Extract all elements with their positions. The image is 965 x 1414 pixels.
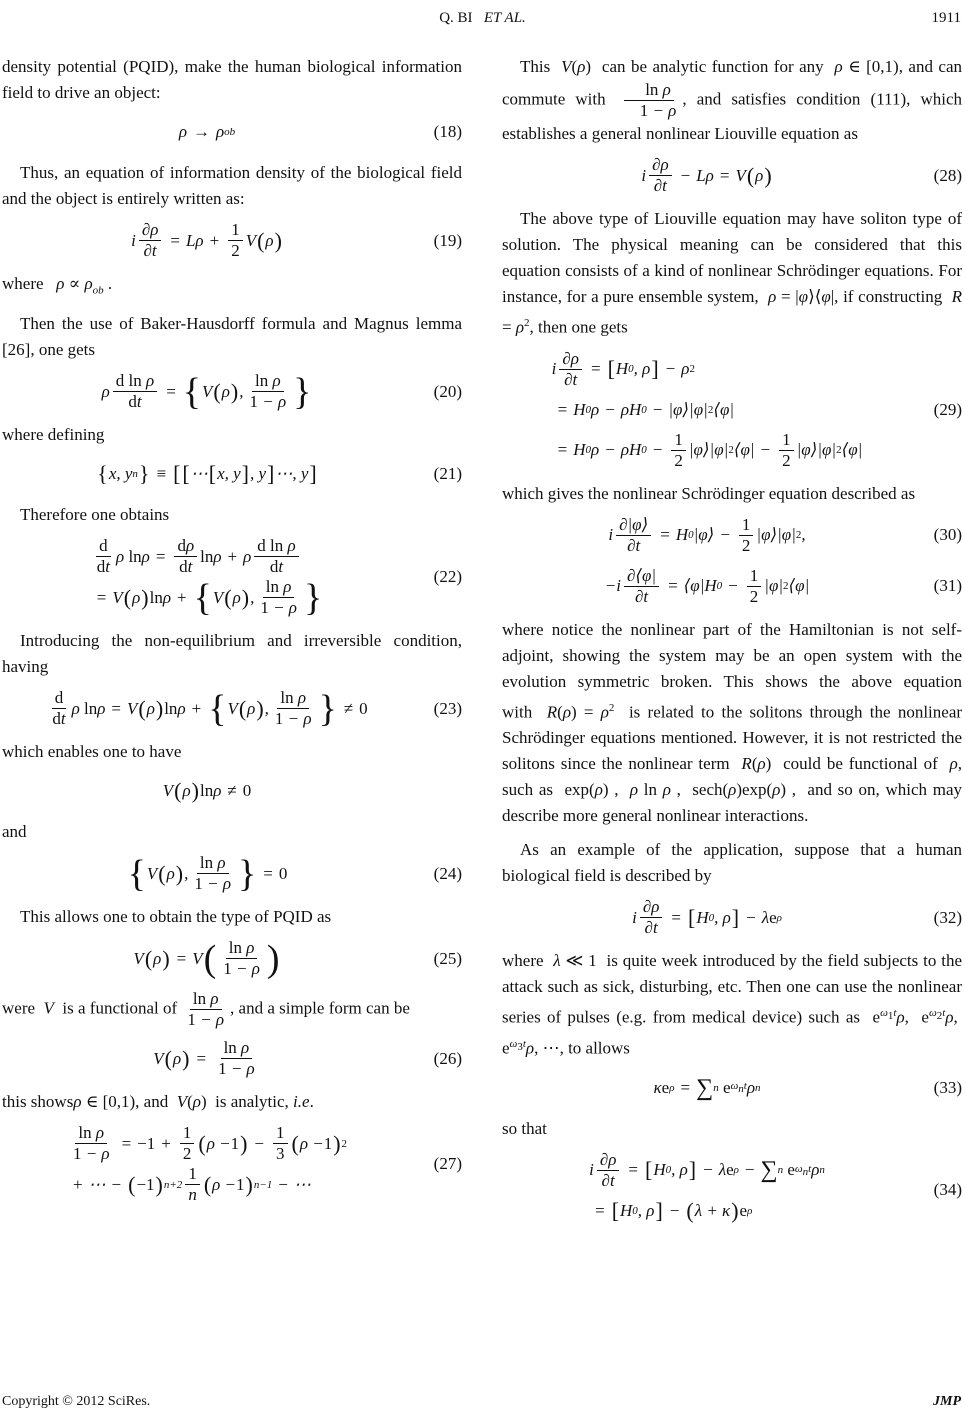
equation-number: (33) (933, 1077, 962, 1097)
equation-number: (27) (433, 1154, 462, 1174)
paragraph: were V is a functional of $\frac{\text{ln ρ}}{1 - \rho}$ , and a simple form can be (2, 989, 410, 1030)
equation-26: V ( ρ ) = $\frac{\text{ln ρ}}{1 - \rho}$ (26) (153, 1038, 462, 1079)
equation-32: i $\frac{\partial\rho}{\partial t}$ = [ H 0 , ρ ] − λ e ρ (32) (632, 897, 962, 938)
paragraph: Introducing the non-equilibrium and irreversible condition, having (2, 631, 462, 677)
equation-unnumbered: V ( ρ ) ln ρ ≠ 0 (162, 778, 252, 804)
text-run: could be functional of (783, 754, 938, 774)
text-run: This (520, 57, 551, 76)
equation-number: (31) (933, 576, 962, 596)
page-header (0, 8, 965, 32)
et-al: ET AL. (483, 10, 526, 26)
text-run: this shows (2, 1092, 74, 1112)
paragraph: and (2, 822, 27, 842)
running-head (0, 10, 965, 27)
equation-number: (18) (433, 122, 462, 141)
left-column (2, 54, 462, 1215)
equation-34: i $\frac{\partial\rho}{\partial t}$ = [ H 0 , ρ ] − λ e ρ − ∑ n e $\omega_nt$ ρ n = [ H 0 , ρ ] − ( λ + κ ) e ρ (34) (589, 1149, 962, 1223)
text-run: is related to the solitons through the nonlinear Schrödinger equations mentioned. However, it is not restricted the solitons since the nonlinear term (502, 702, 963, 774)
text-run: can be analytic function for any (601, 57, 824, 76)
paragraph: Therefore one obtains (20, 505, 170, 525)
paragraph: where defining (2, 425, 105, 445)
text-run: , and (135, 1092, 169, 1112)
right-column (502, 54, 962, 1241)
equation-number: (22) (433, 567, 462, 587)
equation-28: i $\frac{\partial\rho}{\partial t}$ − Lρ = V ( ρ ) (28) (641, 155, 962, 195)
paragraph: As an example of the application, suppose that a human biological field is described by (502, 840, 962, 886)
paragraph: density potential (PQID), make the human biological information field to drive an object: (2, 57, 462, 102)
paragraph: this showsρ ∈ [0,1), and V(ρ) is analytic, i.e. (2, 1092, 314, 1112)
equation-number: (28) (933, 165, 962, 185)
equation-number: (25) (433, 948, 462, 968)
equation-33: κ e ρ = ∑ n e $\omega_nt$ ρ n (33) (653, 1074, 962, 1101)
equation-number: (29) (933, 399, 962, 419)
equation-30: i $\frac{\partial|\varphi⟩}{\partial t}$ = H 0 |φ⟩ − $\frac{1}{2}$ |φ⟩|φ| 2 , (30) (608, 514, 962, 555)
equation-number: (30) (933, 525, 962, 545)
paragraph: which enables one to have (2, 742, 182, 762)
text-run: where (502, 951, 544, 971)
text-run: were (2, 998, 36, 1018)
paragraph: This V(ρ) can be analytic function for any ρ ∈ [0,1), and can commute with $\frac{\text{ln ρ}}{1 - \rho}$ , and satisfies condition (111), which establishes a general nonlinear Liouville equation as (502, 57, 963, 143)
equation-number: (20) (433, 381, 462, 401)
equation-number: (32) (933, 907, 962, 927)
text-run: , and can commute with (502, 57, 962, 109)
equation-number: (21) (433, 464, 462, 484)
paragraph: where λ ≪ 1 is quite week introduced by the field subjects to the attack such as sick, disturbing, etc. Then one can use the nonlinear series of pulses (e.g. from medical device) such as $e^{\omega_1t}\rho$, $e^{\omega_2t}\rho$, $e^{\omega_3t}\rho$, ⋯, to allows (502, 951, 963, 1058)
equation-23: $\frac{d}{dt}$ ρ ln ρ = V ( ρ ) ln ρ + { V ( ρ ) , $\frac{\text{ln ρ}}{1 - \rho}$ } ≠ 0 (23) (52, 687, 462, 730)
equation-number: (34) (933, 1180, 962, 1200)
paragraph: This allows one to obtain the type of PQID as (20, 907, 332, 927)
equation-24: { V ( ρ ) , $\frac{\text{ln ρ}}{1 - \rho}$ } = 0 (24) (127, 852, 462, 895)
text-run: is a functional of (62, 998, 178, 1018)
journal-name: JMP (933, 1394, 961, 1409)
text-run: and so on, which may describe more general nonlinear interactions. (502, 780, 962, 826)
text-run: is analytic, (215, 1092, 289, 1112)
where-text: where (2, 274, 44, 293)
text-run: , then one gets (529, 317, 628, 337)
author-name: Q. BI (439, 10, 473, 26)
paragraph: so that (502, 1118, 547, 1138)
equation-number: (23) (433, 698, 462, 718)
paragraph: Then the use of Baker-Hausdorff formula and Magnus lemma [26], one gets (2, 314, 462, 360)
equation-19: i $\frac{\partial\rho}{\partial t}$ = Lρ + $\frac{1}{2}$ V ( ρ ) (19) (131, 220, 462, 260)
page-number: 1911 (931, 10, 961, 26)
paragraph: The above type of Liouville equation may have soliton type of solution. The physical meaning can be considered that this equation consists of a kind of nonlinear Schrödinger equations. For instance, for a pure ensemble system, ρ = |φ⟩⟨φ|, if constructing $R = \rho^2$, then one gets (502, 209, 963, 337)
paragraph: Thus, an equation of information density of the biological field and the object is entirely written as: (2, 163, 462, 208)
paragraph: where $\rho \propto \rho_{ob}$ . (2, 274, 113, 297)
text-run: , and satisfies condition (111), which establishes a general nonlinear Liouville equation as (502, 89, 963, 143)
text-run: where notice the nonlinear part of the Hamiltonian is not self-adjoint, showing the system may be an open system with the evolution symmetric broken. This shows the above equation with (502, 619, 962, 722)
text-run: , such as (502, 754, 963, 800)
equation-number: (24) (433, 863, 462, 883)
text-run: , if constructing (834, 287, 943, 306)
text-run: , and a simple form can be (230, 998, 410, 1018)
equation-number: (19) (433, 230, 462, 250)
text-run: , to allows (559, 1038, 630, 1058)
equation-21: { x, y n } ≡ [ [ ⋯ [ x, y ] , y ] ⋯, y ] (21) (97, 461, 462, 487)
text-run: i.e (293, 1092, 310, 1112)
equation-22: $\frac{d}{dt}$ ρ ln ρ = $\frac{d\rho}{dt}$ ln ρ + ρ $\frac{\text{d ln ρ}}{dt}$ = V ( ρ ) ln ρ + { V ( ρ ) , $\frac{\text{ln ρ}}{1 - \rho}$ } (22) (96, 536, 462, 619)
paragraph: which gives the nonlinear Schrödinger equation described as (502, 483, 916, 503)
equation-number: (26) (433, 1048, 462, 1068)
paragraph: where notice the nonlinear part of the Hamiltonian is not self-adjoint, showing the system may be an open system with the evolution symmetric broken. This shows the above equation with $R(\rho) = \rho^2$ is related to the solitons through the nonlinear Schrödinger equations mentioned. However, it is not restricted the solitons since the nonlinear term R(ρ) could be functional of ρ, such as exp(ρ) , ρ ln ρ , sech(ρ)exp(ρ) , and so on, which may describe more general nonlinear interactions. (502, 619, 963, 826)
equation-18: ρ → ρ ob (18) (2, 114, 462, 150)
equation-27: $\frac{\text{ln ρ}}{1 - \rho}$ = −1 + $\frac{1}{2}$ ( ρ − 1 ) − $\frac{1}{3}$ ( ρ − 1 ) 2 + ⋯ − ( −1 ) n+2 $\frac{1}{n}$ ( ρ − 1 ) n−1 − ⋯ (27) (72, 1123, 462, 1205)
equation-31: −i $\frac{\partial⟨\varphi|}{\partial t}$ = ⟨φ|H 0 − $\frac{1}{2}$ |φ| 2 ⟨φ| (31) (604, 565, 962, 606)
equation-29: i $\frac{\partial\rho}{\partial t}$ = [ H 0 , ρ ] − ρ 2 = H 0 ρ − ρH 0 − |φ⟩|φ| 2 ⟨φ| = H 0 ρ − ρH 0 − $\frac{1}{2}$ |φ⟩|φ| 2 ⟨φ| − $\frac{1}{2}$ |φ⟩|φ| 2 ⟨φ| (29) (551, 348, 962, 470)
equation-25: V ( ρ ) = V ( $\frac{\text{ln ρ}}{1 - \rho}$ ) (25) (133, 937, 462, 980)
equation-20: ρ $\frac{\text{d ln ρ}}{dt}$ = { V ( ρ ) , $\frac{\text{ln ρ}}{1 - \rho}$ } (20) (101, 370, 462, 413)
copyright: Copyright © 2012 SciRes. (2, 1394, 151, 1409)
text-run: is quite week introduced by the field subjects to the attack such as sick, disturbing, etc. Then one can use the nonlinear series of pulses (e.g. from medical device) such as (502, 951, 963, 1027)
text-run: The above type of Liouville equation may have soliton type of solution. The physical meaning can be considered that this equation consists of a kind of nonlinear Schrödinger equations. For instance, for a pure ensemble system, (502, 209, 962, 306)
